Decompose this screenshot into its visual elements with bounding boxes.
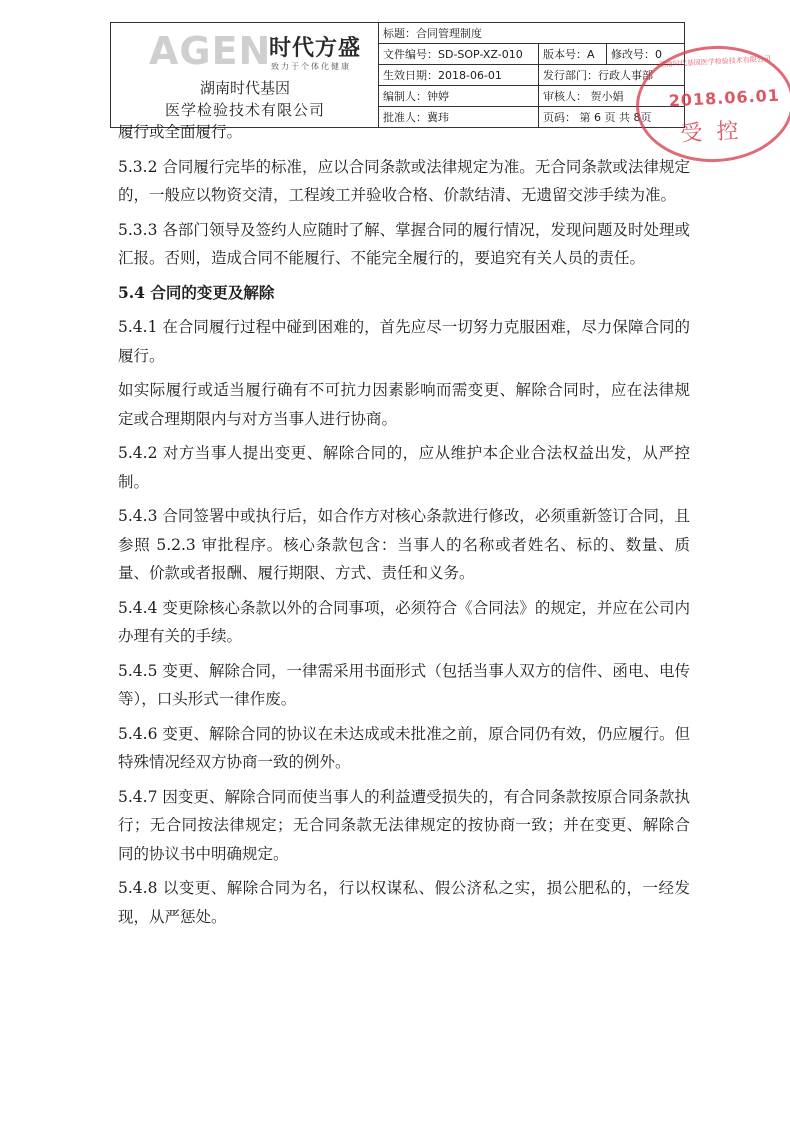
paragraph: 5.4.1 在合同履行过程中碰到困难的，首先应尽一切努力克服困难，尽力保障合同的履行。 [118, 318, 690, 365]
paragraph: 5.4.5 变更、解除合同，一律需采用书面形式（包括当事人双方的信件、函电、电传等），口头形式一律作废。 [118, 661, 690, 708]
reviewer-field: 审核人： 贺小娟 [539, 86, 685, 107]
paragraph: 5.4.4 变更除核心条款以外的合同事项，必须符合《合同法》的规定，并应在公司内办理有关的手续。 [118, 598, 690, 645]
stamp-date: 2018.06.01 [668, 85, 781, 111]
version-field: 版本号：A [539, 44, 607, 65]
document-header-table [110, 22, 685, 128]
stamp-company-text: 湖南时代基因医学检验技术有限公司 [658, 55, 771, 69]
company-name-line1: 湖南时代基因 [199, 79, 290, 97]
paragraph: 5.4.3 合同签署中或执行后，如合作方对核心条款进行修改，必须重新签订合同，且参照 5.2.3 审批程序。核心条款包含：当事人的名称或者姓名、标的、数量、质量、价款或者报酬、履行期限、方式、责任和义务。 [118, 507, 690, 582]
stamp-controlled-label: 受控 [679, 118, 754, 147]
doc-title-field: 标题：合同管理制度 [379, 23, 685, 44]
section-heading: 5.4 合同的变更及解除 [118, 282, 275, 302]
approver-field: 批准人：冀玮 [379, 107, 539, 128]
page-number-field: 页码： 第 6 页 共 8页 [539, 107, 685, 128]
company-logo: AGEN [149, 29, 272, 73]
author-field: 编制人：钟婷 [379, 86, 539, 107]
paragraph: 履行或全面履行。 [118, 123, 243, 141]
document-body [118, 118, 690, 937]
paragraph: 5.3.3 各部门领导及签约人应随时了解、掌握合同的履行情况，发现问题及时处理或汇报。否则，造成合同不能履行、不能完全履行的，要追究有关人员的责任。 [118, 220, 690, 267]
brand-slogan: 致力于个体化健康 [271, 62, 351, 71]
paragraph: 5.4.7 因变更、解除合同而使当事人的利益遭受损失的，有合同条款按原合同条款执行；无合同按法律规定；无合同条款无法律规定的按协商一致；并在变更、解除合同的协议书中明确规定。 [118, 787, 690, 863]
effective-date-field: 生效日期：2018-06-01 [379, 65, 539, 86]
paragraph: 如实际履行或适当履行确有不可抗力因素影响而需变更、解除合同时，应在法律规定或合理期限内与对方当事人进行协商。 [118, 381, 690, 428]
paragraph: 5.4.2 对方当事人提出变更、解除合同的，应从维护本企业合法权益出发，从严控制。 [118, 444, 690, 491]
company-name-line2: 医学检验技术有限公司 [164, 101, 325, 119]
logo-cell [111, 23, 379, 128]
paragraph: 5.3.2 合同履行完毕的标准，应以合同条款或法律规定为准。无合同条款或法律规定的，一般应以物资交清，工程竣工并验收合格、价款结清、无遗留交涉手续为准。 [118, 157, 690, 204]
paragraph: 5.4.8 以变更、解除合同为名，行以权谋私、假公济私之实，损公肥私的，一经发现，从严惩处。 [118, 879, 690, 926]
revision-field: 修改号：0 [607, 44, 685, 65]
brand-name: 时代方盛 [269, 36, 362, 61]
doc-number-field: 文件编号：SD-SOP-XZ-010 [379, 44, 539, 65]
issuing-dept-field: 发行部门：行政人事部 [539, 65, 685, 86]
paragraph: 5.4.6 变更、解除合同的协议在未达成或未批准之前，原合同仍有效，仍应履行。但特殊情况经双方协商一致的例外。 [118, 724, 690, 771]
